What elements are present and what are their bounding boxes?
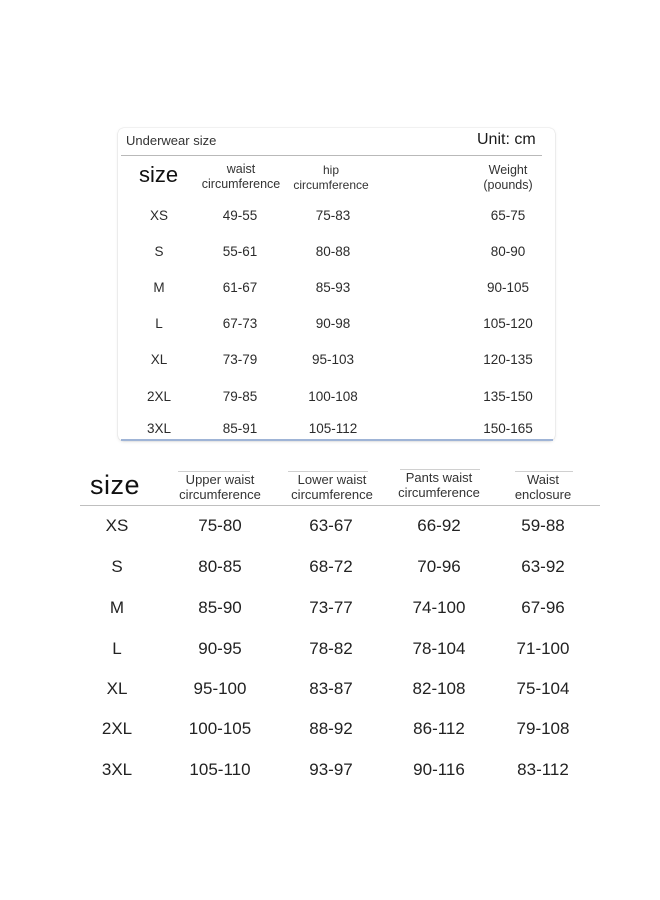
waist-cell: 73-79 [222,352,258,367]
pants-waist-cell: 70-96 [417,557,461,576]
hip-cell: 100-108 [308,389,358,404]
header-line1: Lower waist [297,472,367,487]
pants-waist-cell: 86-112 [413,719,465,738]
weight-cell: 120-135 [483,352,533,367]
lower-waist-cell: 83-87 [309,679,353,698]
header-line1: hip [322,163,340,177]
size-cell: XL [106,679,128,698]
header-line2: (pounds) [483,178,533,192]
header-line2: circumference [398,485,480,500]
header-line2: enclosure [514,487,572,502]
underwear-header-weight [483,163,532,193]
hip-cell: 80-88 [315,244,351,259]
size-cell: 2XL [146,389,172,404]
pants-waist-cell: 82-108 [412,679,466,698]
waist-cell: 85-91 [222,421,258,436]
header-line1: Weight [488,163,528,177]
upper-waist-cell: 100-105 [188,719,252,738]
header-line2: circumference [293,178,369,192]
lower-waist-cell: 93-97 [309,760,353,779]
hip-cell: 95-103 [311,352,355,367]
lower-waist-cell: 68-72 [309,557,353,576]
pants-header-pants-waist [398,470,480,500]
size-cell: XS [105,516,129,535]
size-cell: L [155,316,163,331]
hip-cell: 75-83 [315,208,351,223]
upper-waist-cell: 105-110 [189,760,251,779]
header-line1: Waist [526,472,560,487]
lower-waist-cell: 73-77 [309,598,353,617]
weight-cell: 65-75 [490,208,526,223]
pants-header-divider [80,505,600,506]
size-cell: XL [150,352,168,367]
header-line1: Upper waist [185,472,255,487]
size-cell: M [153,280,165,295]
waist-cell: 61-67 [222,280,258,295]
size-cell: XS [149,208,169,223]
pants-header-lower-waist [291,472,373,502]
upper-waist-cell: 95-100 [193,679,247,698]
waist-cell: 67-73 [222,316,258,331]
lower-waist-cell: 63-67 [309,516,353,535]
underwear-header-waist [202,162,281,192]
header-line2: circumference [201,177,281,191]
size-cell: S [154,244,164,259]
underwear-card-bottom-accent [121,439,553,441]
pants-waist-cell: 66-92 [417,516,461,535]
waist-enclosure-cell: 71-100 [516,639,570,658]
header-line1: Pants waist [405,470,473,485]
underwear-header-hip [293,163,368,193]
waist-enclosure-cell: 75-104 [516,679,570,698]
hip-cell: 105-112 [308,421,358,436]
size-cell: 3XL [101,760,133,779]
waist-enclosure-cell: 79-108 [516,719,570,738]
waist-cell: 79-85 [222,389,258,404]
header-line1: waist [226,162,256,176]
underwear-table-title: Underwear size [126,133,217,148]
size-cell: L [112,639,122,658]
header-line2: circumference [179,487,261,502]
unit-label: Unit: cm [477,131,536,148]
hip-cell: 85-93 [315,280,351,295]
size-cell: 3XL [146,421,172,436]
underwear-size-heading: size [139,162,179,187]
pants-waist-cell: 90-116 [413,760,465,779]
pants-waist-cell: 74-100 [412,598,466,617]
waist-enclosure-cell: 63-92 [521,557,565,576]
weight-cell: 105-120 [483,316,533,331]
size-cell: S [111,557,123,576]
underwear-header-divider [121,155,542,156]
weight-cell: 150-165 [483,421,533,436]
waist-enclosure-cell: 83-112 [517,760,569,779]
waist-cell: 49-55 [222,208,258,223]
waist-enclosure-cell: 59-88 [521,516,565,535]
size-cell: 2XL [101,719,133,738]
upper-waist-cell: 75-80 [198,516,242,535]
pants-header-upper-waist [179,472,261,502]
waist-cell: 55-61 [222,244,258,259]
size-cell: M [109,598,125,617]
hip-cell: 90-98 [315,316,351,331]
upper-waist-cell: 90-95 [198,639,242,658]
lower-waist-cell: 78-82 [309,639,353,658]
pants-waist-cell: 78-104 [412,639,466,658]
weight-cell: 90-105 [486,280,530,295]
pants-size-heading: size [90,470,141,500]
header-line2: circumference [291,487,373,502]
lower-waist-cell: 88-92 [309,719,353,738]
upper-waist-cell: 80-85 [198,557,242,576]
weight-cell: 80-90 [490,244,526,259]
upper-waist-cell: 85-90 [198,598,242,617]
waist-enclosure-cell: 67-96 [521,598,565,617]
pants-header-waist-enclosure [515,472,571,502]
weight-cell: 135-150 [483,389,533,404]
